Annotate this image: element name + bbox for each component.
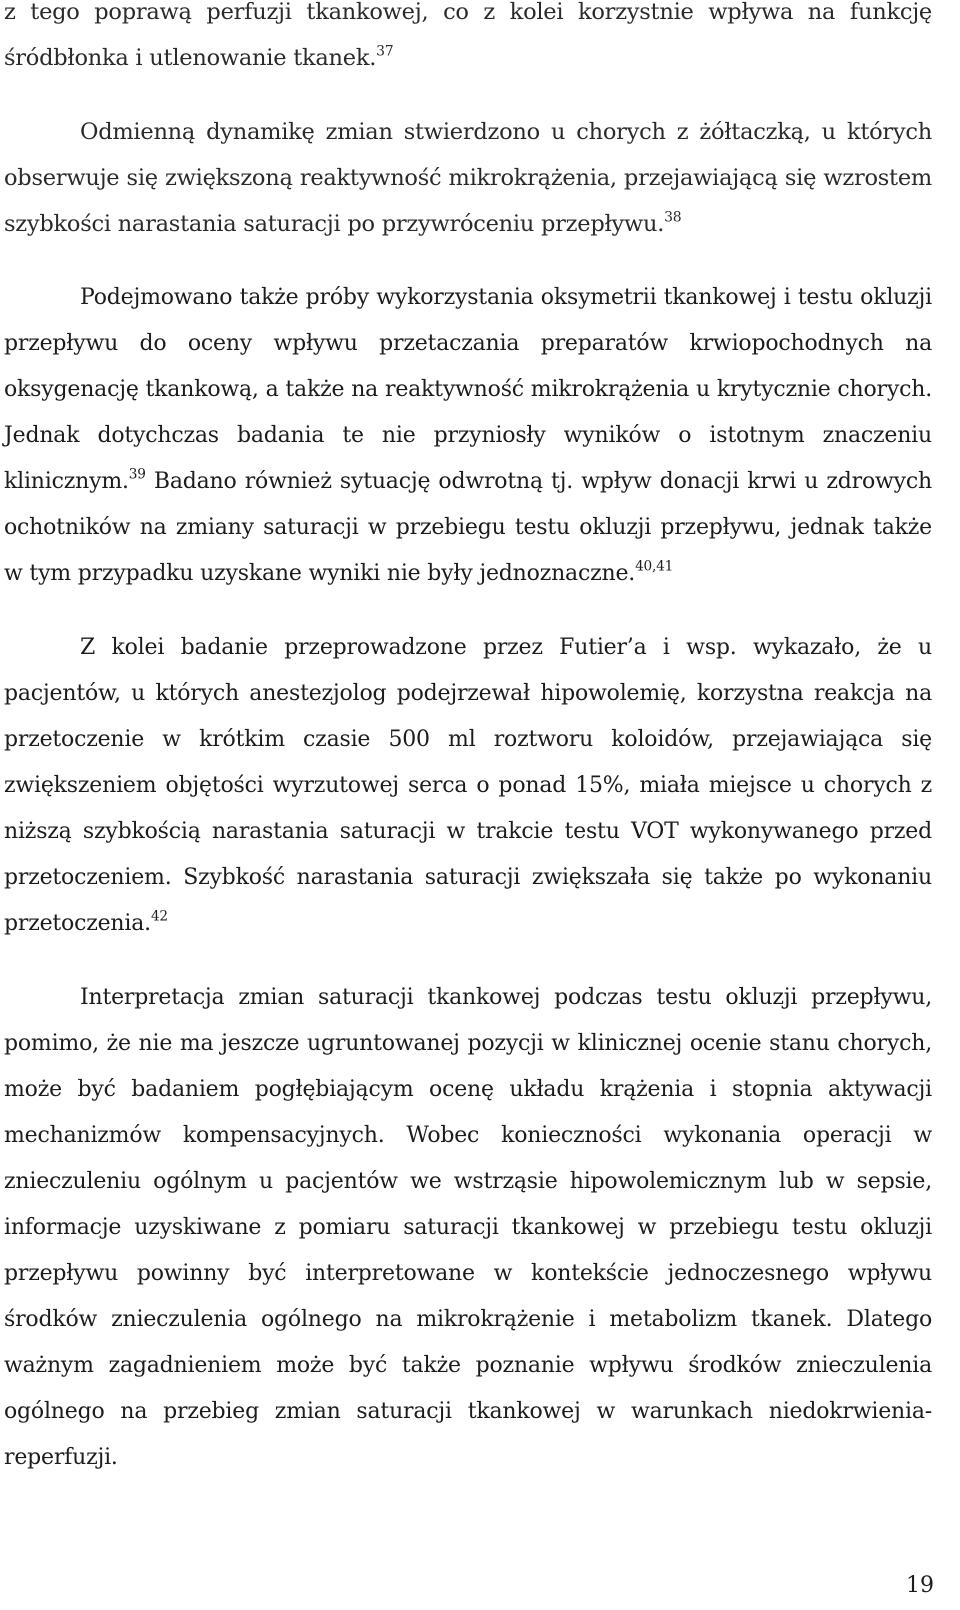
footnote-ref-42: 42 xyxy=(150,908,168,925)
page-number: 19 xyxy=(906,1573,934,1598)
paragraph-3-text-a: Podejmowano także próby wykorzystania oksymetrii tkankowej i testu okluzji przepływu do oceny wpływu przetaczania preparatów krwiopochodnych na oksygenację tkankową, a także na reaktywność mikrokrążenia u krytycznie chorych. Jednak dotychczas badania te nie przyniosły wyników o istotnym znaczeniu klinicznym. xyxy=(4,285,932,494)
footnote-ref-37: 37 xyxy=(376,43,394,60)
paragraph-5 xyxy=(4,975,932,1481)
paragraph-3 xyxy=(4,275,932,597)
footnote-ref-39: 39 xyxy=(128,466,146,483)
paragraph-1-text: z tego poprawą perfuzji tkankowej, co z kolei korzystnie wpływa na funkcję śródbłonka i utlenowanie tkanek. xyxy=(4,0,932,71)
paragraph-1 xyxy=(4,0,932,81)
paragraph-5-text: Interpretacja zmian saturacji tkankowej podczas testu okluzji przepływu, pomimo, że nie ma jeszcze ugruntowanej pozycji w klinicznej ocenie stanu chorych, może być badaniem pogłębiającym ocenę układu krążenia i stopnia aktywacji mechanizmów kompensacyjnych. Wobec konieczności wykonania operacji w znieczuleniu ogólnym u pacjentów we wstrząsie hipowolemicznym lub w sepsie, informacje uzyskiwane z pomiaru saturacji tkankowej w przebiegu testu okluzji przepływu powinny być interpretowane w kontekście jednoczesnego wpływu środków znieczulenia ogólnego na mikrokrążenie i metabolizm tkanek. Dlatego ważnym zagadnieniem może być także poznanie wpływu środków znieczulenia ogólnego na przebieg zmian saturacji tkankowej w warunkach niedokrwienia-reperfuzji. xyxy=(4,985,932,1470)
paragraph-2 xyxy=(4,109,932,247)
paragraph-2-text: Odmienną dynamikę zmian stwierdzono u chorych z żółtaczką, u których obserwuje się zwiększoną reaktywność mikrokrążenia, przejawiającą się wzrostem szybkości narastania saturacji po przywróceniu przepływu. xyxy=(4,119,932,237)
paragraph-4-text: Z kolei badanie przeprowadzone przez Futier’a i wsp. wykazało, że u pacjentów, u których anestezjolog podejrzewał hipowolemię, korzystna reakcja na przetoczenie w krótkim czasie 500 ml roztworu koloidów, przejawiająca się zwiększeniem objętości wyrzutowej serca o ponad 15%, miała miejsce u chorych z niższą szybkością narastania saturacji w trakcie testu VOT wykonywanego przed przetoczeniem. Szybkość narastania saturacji zwiększała się także po wykonaniu przetoczenia. xyxy=(4,635,932,936)
footnote-ref-40-41: 40,41 xyxy=(635,558,674,575)
paragraph-3-text-b: Badano również sytuację odwrotną tj. wpływ donacji krwi u zdrowych ochotników na zmiany saturacji w przebiegu testu okluzji przepływu, jednak także w tym przypadku uzyskane wyniki nie były jednoznaczne. xyxy=(4,469,932,586)
paragraph-4 xyxy=(4,625,932,947)
footnote-ref-38: 38 xyxy=(664,209,682,226)
document-page xyxy=(4,0,932,1481)
